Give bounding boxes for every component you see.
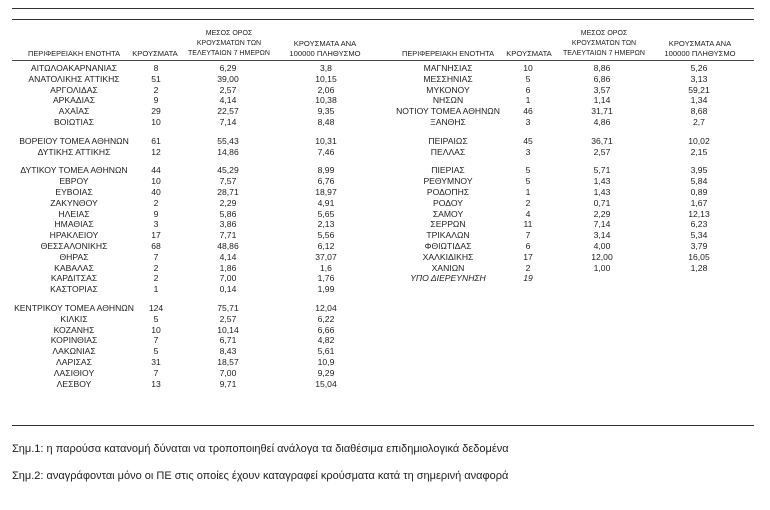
row-cases: 7 xyxy=(153,251,159,262)
row-avg7: 1,86 xyxy=(219,262,237,273)
row-cases: 68 xyxy=(151,241,161,251)
row-avg7: 4,86 xyxy=(593,117,611,127)
row-cases: 5 xyxy=(525,165,531,176)
row-cases: 2 xyxy=(153,197,159,208)
row-region-name: ΚΟΡΙΝΘΙΑΣ xyxy=(50,335,98,346)
header-avg7-left: ΜΕΣΟΣ ΟΡΟΣ ΚΡΟΥΣΜΑΤΩΝ ΤΩΝ ΤΕΛΕΥΤΑΙΩΝ 7 ΗΜΕΡΩΝ xyxy=(188,30,270,57)
row-per100k: 6,22 xyxy=(317,313,335,324)
row-region-name: ΚΑΣΤΟΡΙΑΣ xyxy=(50,284,98,295)
row-region-name: ΖΑΚΥΝΘΟΥ xyxy=(50,197,98,208)
row-avg7: 7,57 xyxy=(219,176,237,187)
row-avg7: 45,29 xyxy=(217,165,239,176)
row-region-name: ΧΑΛΚΙΔΙΚΗΣ xyxy=(422,251,474,262)
row-per100k: 7,46 xyxy=(317,146,335,157)
row-cases: 1 xyxy=(153,284,159,295)
row-cases: 124 xyxy=(148,303,164,313)
row-avg7: 7,00 xyxy=(219,367,237,378)
row-per100k: 10,15 xyxy=(315,73,337,84)
row-avg7: 36,71 xyxy=(591,135,613,146)
row-cases: 9 xyxy=(153,95,159,106)
row-region-name: ΡΕΘΥΜΝΟΥ xyxy=(423,176,473,187)
row-avg7: 12,00 xyxy=(591,251,613,262)
row-per100k: 1,28 xyxy=(690,262,708,273)
row-per100k: 16,05 xyxy=(688,251,710,262)
row-avg7: 7,00 xyxy=(219,273,237,284)
row-per100k: 0,89 xyxy=(690,187,708,197)
row-region-name: ΠΙΕΡΙΑΣ xyxy=(431,165,465,176)
row-cases: 10 xyxy=(151,324,161,335)
row-per100k: 5,26 xyxy=(690,63,708,73)
row-per100k: 12,13 xyxy=(688,208,710,219)
row-cases: 2 xyxy=(153,262,159,273)
row-region-name: ΚΟΖΑΝΗΣ xyxy=(53,324,95,335)
row-region-name: ΛΑΣΙΘΙΟΥ xyxy=(53,367,95,378)
row-cases: 9 xyxy=(153,208,159,219)
row-region-name: ΠΕΛΛΑΣ xyxy=(430,146,466,157)
row-per100k: 6,23 xyxy=(690,219,708,230)
row-region-name: ΑΧΑΪΑΣ xyxy=(58,106,90,117)
row-region-name: ΡΟΔΟΠΗΣ xyxy=(426,187,470,197)
row-per100k: 4,91 xyxy=(317,197,335,208)
row-cases: 12 xyxy=(151,146,161,157)
header-cases-left: ΚΡΟΥΣΜΑΤΑ xyxy=(132,49,178,58)
row-region-name: ΔΥΤΙΚΗΣ ΑΤΤΙΚΗΣ xyxy=(37,146,111,157)
row-region-name: ΤΡΙΚΑΛΩΝ xyxy=(426,230,470,241)
row-cases: 44 xyxy=(151,165,161,176)
header-avg7-right: ΜΕΣΟΣ ΟΡΟΣ ΚΡΟΥΣΜΑΤΩΝ ΤΩΝ ΤΕΛΕΥΤΑΙΩΝ 7 ΗΜΕΡΩΝ xyxy=(563,30,645,57)
row-avg7: 48,86 xyxy=(217,241,239,251)
row-cases: 17 xyxy=(523,251,533,262)
row-per100k: 5,56 xyxy=(317,230,335,241)
row-per100k: 4,82 xyxy=(317,335,335,346)
row-cases: 3 xyxy=(525,146,531,157)
row-per100k: 12,04 xyxy=(315,303,337,313)
row-cases: 5 xyxy=(153,346,159,357)
row-per100k: 3,8 xyxy=(320,63,332,73)
row-avg7: 5,71 xyxy=(593,165,611,176)
header-cases-right: ΚΡΟΥΣΜΑΤΑ xyxy=(506,49,552,58)
row-cases: 7 xyxy=(525,230,531,241)
row-region-name: ΒΟΡΕΙΟΥ ΤΟΜΕΑ ΑΘΗΝΩΝ xyxy=(19,135,129,146)
row-cases: 7 xyxy=(153,367,159,378)
row-region-name: ΥΠΟ ΔΙΕΡΕΥΝΗΣΗ xyxy=(410,273,486,284)
row-avg7: 6,29 xyxy=(219,63,237,73)
row-avg7: 7,14 xyxy=(593,219,611,230)
row-region-name: ΔΥΤΙΚΟΥ ΤΟΜΕΑ ΑΘΗΝΩΝ xyxy=(20,165,128,176)
row-avg7: 1,00 xyxy=(593,262,611,273)
row-avg7: 10,14 xyxy=(217,324,239,335)
row-cases: 7 xyxy=(153,335,159,346)
row-region-name: ΚΙΛΚΙΣ xyxy=(60,313,88,324)
row-per100k: 6,76 xyxy=(317,176,335,187)
row-avg7: 7,14 xyxy=(219,117,237,127)
row-cases: 10 xyxy=(151,176,161,187)
row-per100k: 5,65 xyxy=(317,208,335,219)
row-avg7: 0,71 xyxy=(593,197,611,208)
row-avg7: 31,71 xyxy=(591,106,613,117)
row-region-name: ΝΟΤΙΟΥ ΤΟΜΕΑ ΑΘΗΝΩΝ xyxy=(396,106,500,117)
row-cases: 5 xyxy=(153,313,159,324)
row-cases: 6 xyxy=(525,84,531,95)
row-region-name: ΗΡΑΚΛΕΙΟΥ xyxy=(49,230,99,241)
row-cases: 31 xyxy=(151,357,161,367)
row-cases: 5 xyxy=(525,176,531,187)
row-region-name: ΞΑΝΘΗΣ xyxy=(430,117,466,127)
row-region-name: ΚΑΡΔΙΤΣΑΣ xyxy=(50,273,98,284)
row-avg7: 4,00 xyxy=(593,241,611,251)
row-cases: 10 xyxy=(151,117,161,127)
row-avg7: 2,29 xyxy=(593,208,611,219)
row-region-name: ΗΜΑΘΙΑΣ xyxy=(54,219,94,230)
row-region-name: ΗΛΕΙΑΣ xyxy=(58,208,90,219)
row-avg7: 5,86 xyxy=(219,208,237,219)
row-region-name: ΑΡΚΑΔΙΑΣ xyxy=(52,95,96,106)
row-region-name: ΜΕΣΣΗΝΙΑΣ xyxy=(423,73,473,84)
note-1: Σημ.1: η παρούσα κατανομή δύναται να τροποποιηθεί ανάλογα τα διαθέσιμα επιδημιολογικά δεδομένα xyxy=(12,443,509,455)
row-region-name: ΣΑΜΟΥ xyxy=(432,208,464,219)
row-per100k: 2,06 xyxy=(317,84,335,95)
row-per100k: 6,66 xyxy=(317,324,335,335)
row-region-name: ΕΥΒΟΙΑΣ xyxy=(55,187,93,197)
row-per100k: 3,79 xyxy=(690,241,708,251)
row-per100k: 5,84 xyxy=(690,176,708,187)
row-avg7: 7,71 xyxy=(219,230,237,241)
row-per100k: 1,67 xyxy=(690,197,708,208)
header-rule xyxy=(12,60,754,61)
row-region-name: ΛΑΡΙΣΑΣ xyxy=(56,357,92,367)
header-region-right: ΠΕΡΙΦΕΡΕΙΑΚΗ ΕΝΟΤΗΤΑ xyxy=(402,49,494,58)
row-per100k: 59,21 xyxy=(688,84,710,95)
row-per100k: 10,31 xyxy=(315,135,337,146)
row-avg7: 39,00 xyxy=(217,73,239,84)
row-per100k: 10,02 xyxy=(688,135,710,146)
row-avg7: 2,57 xyxy=(219,313,237,324)
row-per100k: 5,61 xyxy=(317,346,335,357)
row-cases: 17 xyxy=(151,230,161,241)
row-avg7: 1,14 xyxy=(593,95,611,106)
row-cases: 40 xyxy=(151,187,161,197)
row-cases: 61 xyxy=(151,135,161,146)
row-per100k: 6,12 xyxy=(317,241,335,251)
row-region-name: ΝΗΣΩΝ xyxy=(432,95,464,106)
row-avg7: 28,71 xyxy=(217,187,239,197)
row-cases: 1 xyxy=(525,187,531,197)
row-per100k: 1,76 xyxy=(317,273,335,284)
row-cases: 2 xyxy=(153,273,159,284)
row-avg7: 18,57 xyxy=(217,357,239,367)
row-region-name: ΑΝΑΤΟΛΙΚΗΣ ΑΤΤΙΚΗΣ xyxy=(28,73,120,84)
row-per100k: 9,29 xyxy=(317,367,335,378)
row-avg7: 3,57 xyxy=(593,84,611,95)
row-per100k: 15,04 xyxy=(315,378,337,389)
row-per100k: 1,99 xyxy=(317,284,335,295)
row-per100k: 8,68 xyxy=(690,106,708,117)
row-region-name: ΠΕΙΡΑΙΩΣ xyxy=(428,135,468,146)
row-region-name: ΑΙΤΩΛΟΑΚΑΡΝΑΝΙΑΣ xyxy=(30,63,118,73)
row-per100k: 10,9 xyxy=(317,357,335,367)
row-avg7: 3,86 xyxy=(219,219,237,230)
row-per100k: 10,38 xyxy=(315,95,337,106)
row-region-name: ΦΘΙΩΤΙΔΑΣ xyxy=(424,241,472,251)
row-cases: 4 xyxy=(525,208,531,219)
row-avg7: 8,86 xyxy=(593,63,611,73)
row-cases: 11 xyxy=(523,219,533,230)
row-region-name: ΑΡΓΟΛΙΔΑΣ xyxy=(50,84,98,95)
row-cases: 2 xyxy=(525,197,531,208)
row-avg7: 8,43 xyxy=(219,346,237,357)
row-cases: 2 xyxy=(525,262,531,273)
row-avg7: 3,14 xyxy=(593,230,611,241)
row-cases: 6 xyxy=(525,241,531,251)
row-cases: 3 xyxy=(153,219,159,230)
row-per100k: 9,35 xyxy=(317,106,335,117)
row-avg7: 0,14 xyxy=(219,284,237,295)
row-avg7: 2,57 xyxy=(219,84,237,95)
row-cases: 13 xyxy=(151,378,161,389)
row-cases: 8 xyxy=(153,63,159,73)
row-avg7: 9,71 xyxy=(219,378,237,389)
row-per100k: 5,34 xyxy=(690,230,708,241)
row-region-name: ΡΟΔΟΥ xyxy=(433,197,463,208)
row-per100k: 3,13 xyxy=(690,73,708,84)
row-avg7: 4,14 xyxy=(219,95,237,106)
row-avg7: 1,43 xyxy=(593,187,611,197)
row-cases: 10 xyxy=(523,63,533,73)
row-per100k: 2,7 xyxy=(693,117,705,127)
row-per100k: 18,97 xyxy=(315,187,337,197)
row-avg7: 6,71 xyxy=(219,335,237,346)
row-cases: 29 xyxy=(151,106,161,117)
row-per100k: 2,15 xyxy=(690,146,708,157)
row-region-name: ΘΕΣΣΑΛΟΝΙΚΗΣ xyxy=(40,241,108,251)
row-per100k: 8,99 xyxy=(317,165,335,176)
row-region-name: ΚΑΒΑΛΑΣ xyxy=(54,262,94,273)
row-per100k: 8,48 xyxy=(317,117,335,127)
top-rule-2 xyxy=(12,19,754,20)
row-avg7: 55,43 xyxy=(217,135,239,146)
row-avg7: 75,71 xyxy=(217,303,239,313)
header-per100k-left: ΚΡΟΥΣΜΑΤΑ ΑΝΑ 100000 ΠΛΗΘΥΣΜΟ xyxy=(289,39,361,58)
note-2: Σημ.2: αναγράφονται μόνο οι ΠΕ στις οποίες έχουν καταγραφεί κρούσματα κατά τη σημερινή αναφορά xyxy=(12,470,509,482)
bottom-rule xyxy=(12,425,754,426)
row-region-name: ΜΑΓΝΗΣΙΑΣ xyxy=(423,63,473,73)
row-region-name: ΛΕΣΒΟΥ xyxy=(56,378,92,389)
row-region-name: ΒΟΙΩΤΙΑΣ xyxy=(54,117,94,127)
row-cases: 51 xyxy=(151,73,161,84)
row-cases: 5 xyxy=(525,73,531,84)
header-per100k-right: ΚΡΟΥΣΜΑΤΑ ΑΝΑ 100000 ΠΛΗΘΥΣΜΟ xyxy=(664,39,736,58)
top-rule xyxy=(12,8,754,9)
row-avg7: 22,57 xyxy=(217,106,239,117)
row-avg7: 14,86 xyxy=(217,146,239,157)
row-cases: 3 xyxy=(525,117,531,127)
row-region-name: ΘΗΡΑΣ xyxy=(59,251,89,262)
row-cases: 45 xyxy=(523,135,533,146)
row-avg7: 1,43 xyxy=(593,176,611,187)
row-region-name: ΕΒΡΟΥ xyxy=(59,176,89,187)
row-region-name: ΧΑΝΙΩΝ xyxy=(431,262,465,273)
row-cases: 1 xyxy=(525,95,531,106)
row-region-name: ΜΥΚΟΝΟΥ xyxy=(426,84,470,95)
row-avg7: 6,86 xyxy=(593,73,611,84)
row-cases: 46 xyxy=(523,106,533,117)
header-region-left: ΠΕΡΙΦΕΡΕΙΑΚΗ ΕΝΟΤΗΤΑ xyxy=(28,49,120,58)
row-avg7: 2,57 xyxy=(593,146,611,157)
row-per100k: 1,34 xyxy=(690,95,708,106)
row-region-name: ΚΕΝΤΡΙΚΟΥ ΤΟΜΕΑ ΑΘΗΝΩΝ xyxy=(14,303,134,313)
row-region-name: ΛΑΚΩΝΙΑΣ xyxy=(52,346,96,357)
row-region-name: ΣΕΡΡΩΝ xyxy=(430,219,466,230)
row-per100k: 1,6 xyxy=(320,262,332,273)
row-cases: 2 xyxy=(153,84,159,95)
row-avg7: 2,29 xyxy=(219,197,237,208)
row-per100k: 2,13 xyxy=(317,219,335,230)
row-avg7: 4,14 xyxy=(219,251,237,262)
row-cases: 19 xyxy=(523,273,533,284)
row-per100k: 37,07 xyxy=(315,251,337,262)
row-per100k: 3,95 xyxy=(690,165,708,176)
